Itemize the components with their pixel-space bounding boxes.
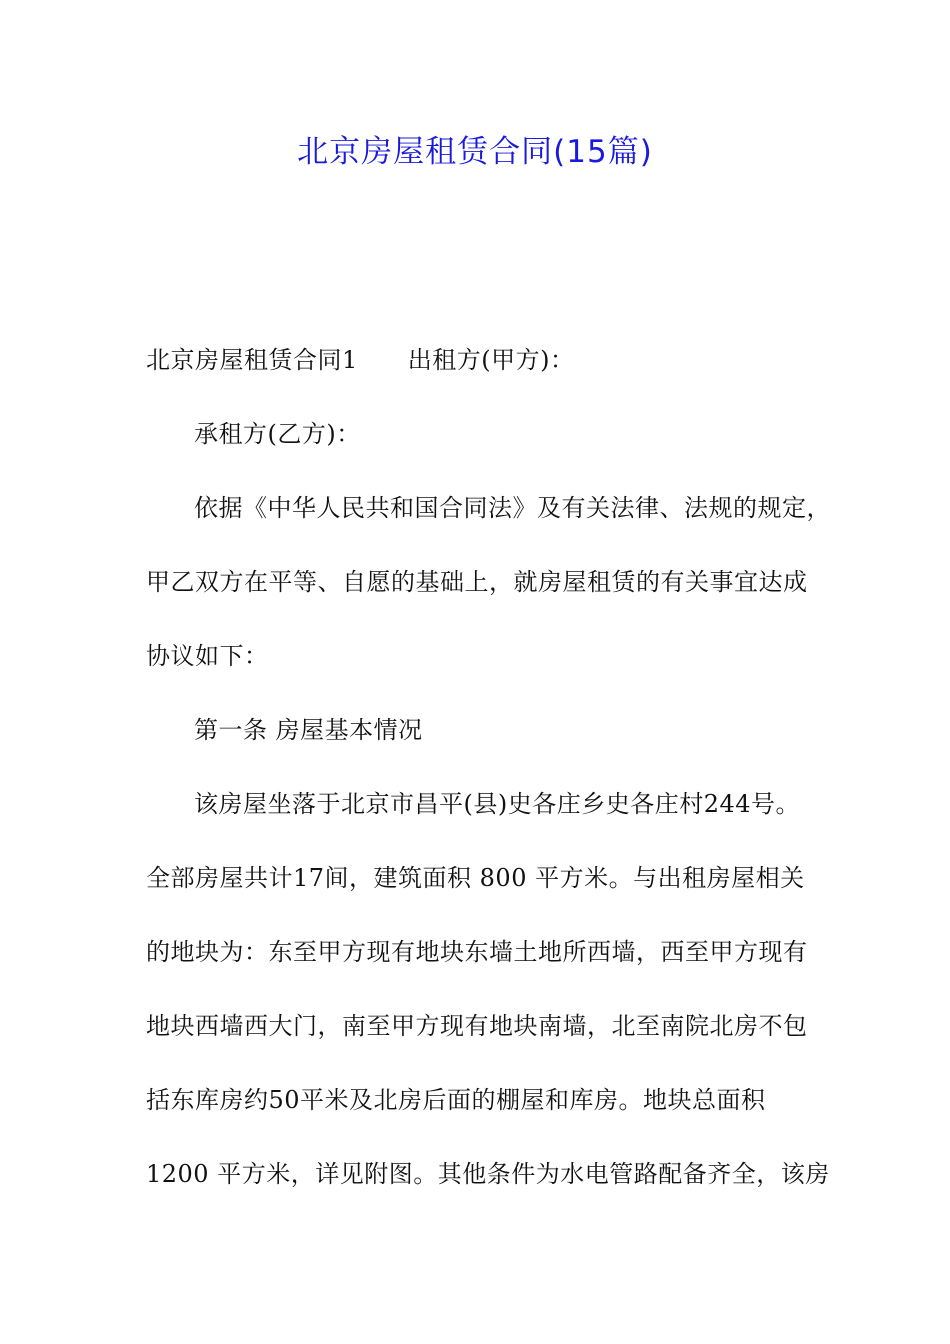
- paragraph-line: 括东库房约50平米及北房后面的棚屋和库房。地块总面积: [146, 1086, 766, 1114]
- contract-heading-line: [146, 344, 575, 376]
- paragraph-line: 1200 平方米，详见附图。其他条件为水电管路配备齐全，该房: [146, 1160, 830, 1188]
- paragraph-line: 该房屋坐落于北京市昌平(县)史各庄乡史各庄村244号。: [194, 790, 801, 818]
- paragraph-line: 甲乙双方在平等、自愿的基础上，就房屋租赁的有关事宜达成: [146, 568, 808, 596]
- lessor-label: 出租方(甲方)：: [407, 346, 575, 374]
- paragraph-line: 依据《中华人民共和国合同法》及有关法律、法规的规定，: [194, 494, 831, 522]
- article-heading: 第一条 房屋基本情况: [194, 716, 423, 744]
- paragraph-line: 地块西墙西大门，南至甲方现有地块南墙，北至南院北房不包: [146, 1012, 808, 1040]
- document-title: 北京房屋租赁合同(15篇): [297, 134, 653, 170]
- paragraph-line: 的地块为：东至甲方现有地块东墙土地所西墙，西至甲方现有: [146, 938, 808, 966]
- lessee-label: 承租方(乙方)：: [194, 420, 361, 448]
- paragraph-line: 全部房屋共计17间，建筑面积 800 平方米。与出租房屋相关: [146, 864, 805, 892]
- contract-number: 北京房屋租赁合同1: [146, 346, 358, 374]
- paragraph-line: 协议如下：: [146, 642, 269, 670]
